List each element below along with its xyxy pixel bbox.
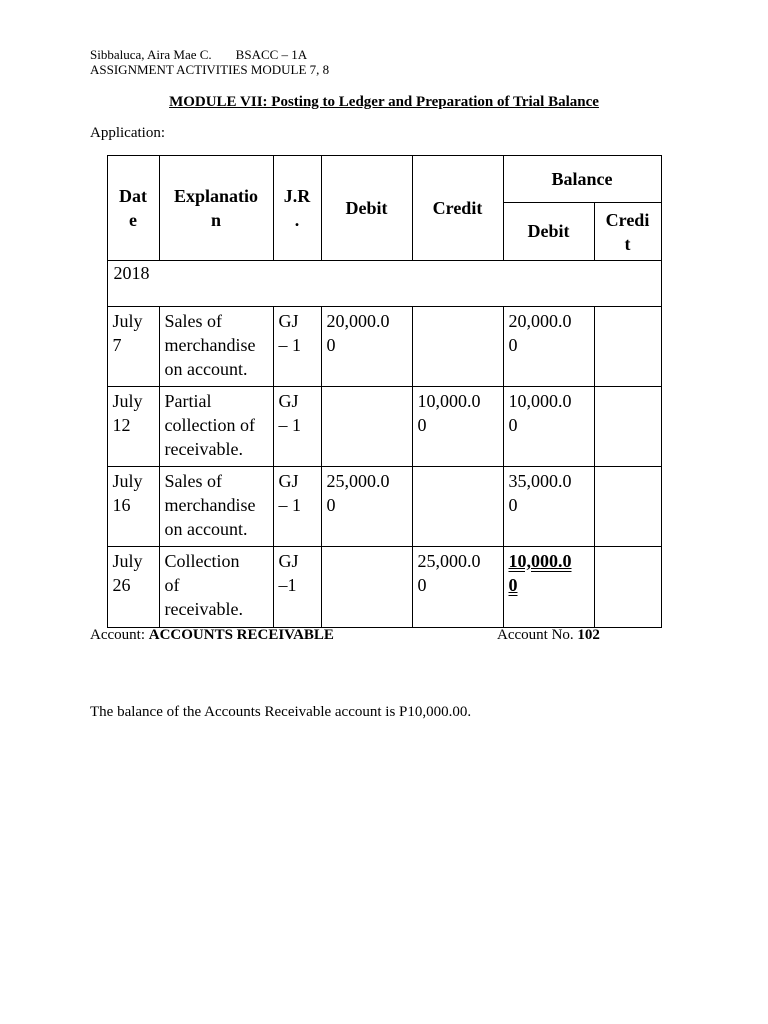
left-margin xyxy=(90,387,107,467)
table-row xyxy=(90,307,662,387)
credit-header: Credit xyxy=(412,156,503,261)
right-margin xyxy=(661,547,662,628)
year-row xyxy=(90,261,662,307)
debit-cell xyxy=(321,547,412,628)
explanation-cell: Partial collection of receivable. xyxy=(159,387,273,467)
jr-cell: GJ – 1 xyxy=(273,387,321,467)
right-margin xyxy=(661,203,662,261)
credit-cell: 25,000.0 0 xyxy=(412,547,503,628)
balance-header: Balance xyxy=(503,156,661,203)
balance-debit-header: Debit xyxy=(503,203,594,261)
credit-cell xyxy=(412,467,503,547)
date-cell: July 7 xyxy=(107,307,159,387)
summary-text: The balance of the Accounts Receivable account is P10,000.00. xyxy=(90,704,472,720)
application-label: Application: xyxy=(90,125,165,141)
account-name-line xyxy=(90,627,334,644)
jr-cell: GJ – 1 xyxy=(273,467,321,547)
balance-credit-cell xyxy=(594,467,661,547)
account-no-label: Account No. xyxy=(497,627,574,643)
explanation-cell: Sales of merchandise on account. xyxy=(159,307,273,387)
balance-debit-cell: 10,000.0 0 xyxy=(503,387,594,467)
explanation-cell: Sales of merchandise on account. xyxy=(159,467,273,547)
debit-header: Debit xyxy=(321,156,412,261)
account-number-line xyxy=(497,627,600,644)
balance-credit-cell xyxy=(594,547,661,628)
right-margin xyxy=(661,261,662,307)
account-label: Account: xyxy=(90,627,145,643)
left-margin xyxy=(90,547,107,628)
module-title: MODULE VII: Posting to Ledger and Preparation of Trial Balance xyxy=(169,94,599,110)
ledger-table xyxy=(90,155,662,628)
jr-cell: GJ –1 xyxy=(273,547,321,628)
header-line-1 xyxy=(90,47,307,62)
header-row-1 xyxy=(90,156,662,203)
assignment-title: ASSIGNMENT ACTIVITIES MODULE 7, 8 xyxy=(90,62,330,77)
student-name: Sibbaluca, Aira Mae C. xyxy=(90,47,212,62)
date-cell: July 16 xyxy=(107,467,159,547)
left-margin xyxy=(90,203,107,261)
date-cell: July 12 xyxy=(107,387,159,467)
balance-debit-cell: 20,000.0 0 xyxy=(503,307,594,387)
left-margin xyxy=(90,467,107,547)
right-margin xyxy=(661,156,662,203)
right-margin xyxy=(661,467,662,547)
right-margin xyxy=(661,387,662,467)
date-cell: July 26 xyxy=(107,547,159,628)
left-margin xyxy=(90,156,107,203)
year-cell: 2018 xyxy=(107,261,661,307)
explanation-cell: Collection of receivable. xyxy=(159,547,273,628)
account-no: 102 xyxy=(577,627,600,643)
debit-cell xyxy=(321,387,412,467)
account-name: ACCOUNTS RECEIVABLE xyxy=(148,627,334,643)
course-label: BSACC – 1A xyxy=(235,47,308,62)
table-row xyxy=(90,387,662,467)
credit-cell: 10,000.0 0 xyxy=(412,387,503,467)
debit-cell: 20,000.0 0 xyxy=(321,307,412,387)
jr-header: J.R . xyxy=(273,156,321,261)
debit-cell: 25,000.0 0 xyxy=(321,467,412,547)
table-row xyxy=(90,467,662,547)
jr-cell: GJ – 1 xyxy=(273,307,321,387)
credit-cell xyxy=(412,307,503,387)
left-margin xyxy=(90,261,107,307)
balance-credit-cell xyxy=(594,307,661,387)
explanation-header: Explanatio n xyxy=(159,156,273,261)
left-margin xyxy=(90,307,107,387)
table-row xyxy=(90,547,662,628)
balance-debit-cell: 35,000.0 0 xyxy=(503,467,594,547)
balance-credit-cell xyxy=(594,387,661,467)
balance-debit-cell-final: 10,000.0 0 xyxy=(503,547,594,628)
date-header: Dat e xyxy=(107,156,159,261)
balance-credit-header: Credi t xyxy=(594,203,661,261)
right-margin xyxy=(661,307,662,387)
